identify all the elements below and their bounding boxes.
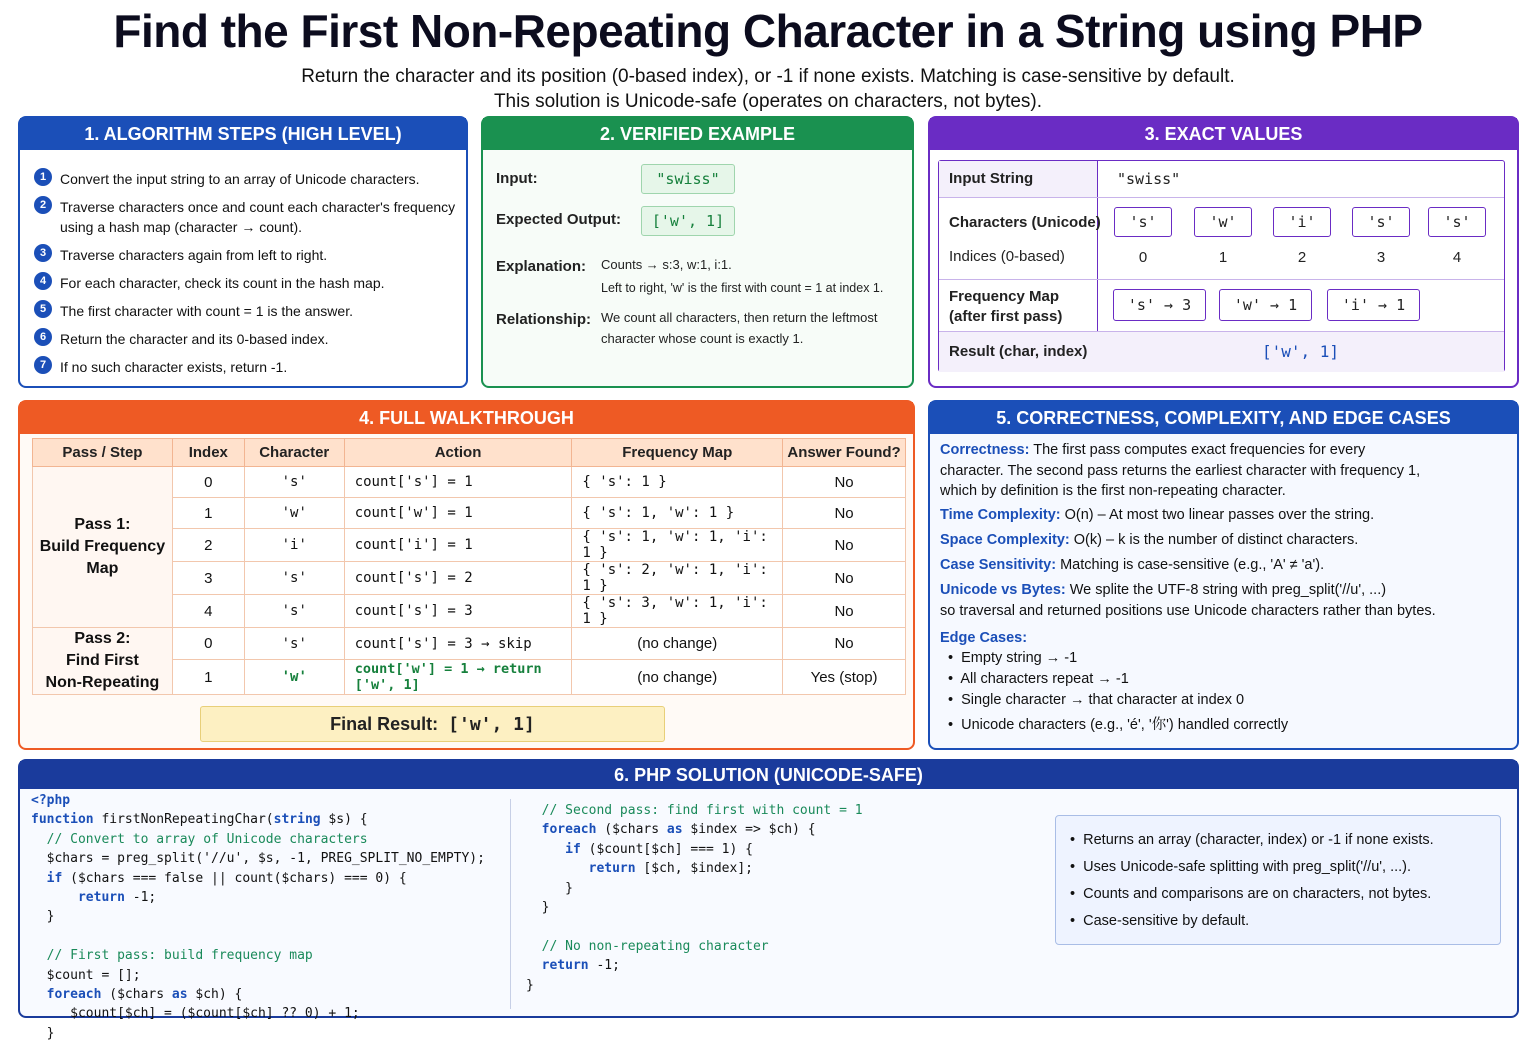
found-cell: No — [783, 498, 906, 529]
time-complexity-label: Time Complexity: — [940, 507, 1061, 523]
char-cell: 's' — [244, 628, 344, 660]
expected-output-label: Expected Output: — [496, 211, 622, 228]
characters-label: Characters (Unicode) — [949, 214, 1101, 231]
step-text: Return the character and its 0-based index. — [60, 331, 329, 347]
map-cell: (no change) — [572, 628, 783, 660]
grid-divider — [939, 279, 1504, 280]
index-cell: 2 — [1297, 249, 1307, 266]
walkthrough-table — [32, 438, 906, 695]
php-solution-heading: 6. PHP SOLUTION (UNICODE-SAFE) — [20, 761, 1517, 789]
note-item: • Returns an array (character, index) or -1 if none exists. — [1070, 832, 1434, 848]
step-number: 7 — [34, 356, 52, 374]
page-title: Find the First Non-Repeating Character in a String using PHP — [113, 5, 1423, 57]
expected-output-value: ['w', 1] — [641, 206, 735, 236]
edge-case-item: • Empty string → -1 — [948, 650, 1078, 666]
input-label: Input: — [496, 170, 538, 187]
action-cell: count['s'] = 2 — [344, 562, 572, 595]
php-solution-panel — [18, 759, 1519, 1041]
edge-case-item: • Unicode characters (e.g., 'é', '你') handled correctly — [948, 717, 1289, 733]
action-cell: count['s'] = 3 → skip — [344, 628, 572, 660]
relationship-line-1: We count all characters, then return the leftmost — [601, 310, 878, 325]
freq-map-entry: 's' → 3 — [1113, 289, 1206, 321]
case-sensitivity: Case Sensitivity: Matching is case-sensitive (e.g., 'A' ≠ 'a'). — [940, 557, 1325, 573]
column-header: Frequency Map — [572, 439, 783, 467]
table-row — [33, 628, 906, 660]
char-cell: 's' — [244, 467, 344, 498]
index-cell: 0 — [172, 467, 244, 498]
correctness-panel — [928, 400, 1519, 750]
found-cell: No — [783, 529, 906, 562]
verified-example-heading: 2. VERIFIED EXAMPLE — [483, 118, 912, 150]
table-header-row — [33, 439, 906, 467]
correctness-heading: 5. CORRECTNESS, COMPLEXITY, AND EDGE CASES — [930, 402, 1517, 434]
walkthrough-heading: 4. FULL WALKTHROUGH — [20, 402, 913, 434]
step-text: Convert the input string to an array of Unicode characters. — [60, 171, 420, 187]
unicode-vs-bytes: Unicode vs Bytes: We splite the UTF-8 string with preg_split('//u', ...) so traversal and returned positions use Unicode characters rather than bytes. — [940, 582, 1436, 619]
index-cell: 4 — [172, 595, 244, 628]
action-cell: count['w'] = 1 → return ['w', 1] — [344, 660, 572, 695]
found-cell: No — [783, 595, 906, 628]
relationship-label: Relationship: — [496, 311, 592, 328]
correctness-text: Correctness: The first pass computes exact frequencies for every character. The second pass returns the earliest character with frequency 1, which by definition is the first non-repeating character. — [940, 442, 1421, 499]
map-cell: { 's': 1, 'w': 1, 'i': 1 } — [572, 529, 783, 562]
correctness-label: Correctness: — [940, 442, 1030, 458]
pass-1-label: Pass 1: Build Frequency Map — [33, 467, 173, 628]
step-number: 3 — [34, 244, 52, 262]
index-cell: 2 — [172, 529, 244, 562]
freq-map-entry: 'i' → 1 — [1327, 289, 1420, 321]
explanation-line-2: Left to right, 'w' is the first with count = 1 at index 1. — [601, 281, 884, 295]
unicode-label: Unicode vs Bytes: — [940, 582, 1066, 598]
note-item: • Uses Unicode-safe splitting with preg_split('//u', ...). — [1070, 859, 1412, 875]
grid-divider — [939, 197, 1504, 198]
index-cell: 0 — [1138, 249, 1148, 266]
relationship-line-2: character whose count is exactly 1. — [601, 331, 804, 346]
map-cell: { 's': 1, 'w': 1 } — [572, 498, 783, 529]
action-cell: count['w'] = 1 — [344, 498, 572, 529]
index-cell: 1 — [172, 660, 244, 695]
edge-cases-heading — [940, 628, 1505, 649]
char-cell: 'w' — [244, 660, 344, 695]
algorithm-steps-heading: 1. ALGORITHM STEPS (HIGH LEVEL) — [20, 118, 466, 150]
indices-label: Indices (0-based) — [949, 248, 1065, 265]
column-header: Action — [344, 439, 572, 467]
result-value: ['w', 1] — [1261, 342, 1340, 361]
step-text: If no such character exists, return -1. — [60, 359, 288, 375]
column-header: Answer Found? — [783, 439, 906, 467]
step-text: Traverse characters again from left to right. — [60, 247, 328, 263]
index-cell: 1 — [1218, 249, 1228, 266]
final-result-value: ['w', 1] — [448, 714, 535, 735]
input-value: "swiss" — [641, 164, 735, 194]
index-cell: 4 — [1452, 249, 1462, 266]
explanation-label: Explanation: — [496, 258, 587, 275]
case-sensitivity-label: Case Sensitivity: — [940, 557, 1057, 573]
char-cell: 'w' — [244, 498, 344, 529]
algorithm-steps-panel — [18, 116, 468, 388]
step-number: 5 — [34, 300, 52, 318]
frequency-map-sublabel: (after first pass) — [949, 308, 1063, 325]
walkthrough-panel — [18, 400, 915, 750]
action-cell: count['i'] = 1 — [344, 529, 572, 562]
found-cell: Yes (stop) — [783, 660, 906, 695]
explanation-line-1: Counts → s:3, w:1, i:1. — [601, 257, 732, 272]
step-text: The first character with count = 1 is the answer. — [60, 303, 353, 319]
result-label: Result (char, index) — [949, 343, 1088, 360]
note-item: • Case-sensitive by default. — [1070, 913, 1250, 929]
frequency-map-label: Frequency Map — [949, 288, 1060, 305]
map-cell: { 's': 2, 'w': 1, 'i': 1 } — [572, 562, 783, 595]
char-cell: 'w' — [1194, 207, 1252, 237]
char-cell: 'i' — [1273, 207, 1331, 237]
edge-case-item: • All characters repeat → -1 — [948, 671, 1129, 687]
char-cell: 's' — [1114, 207, 1172, 237]
index-cell: 3 — [1376, 249, 1386, 266]
solution-notes — [1055, 815, 1501, 945]
time-complexity: Time Complexity: O(n) – At most two linear passes over the string. — [940, 507, 1375, 523]
final-result-label: Final Result: — [330, 714, 439, 734]
step-number: 1 — [34, 168, 52, 186]
exact-values-heading: 3. EXACT VALUES — [930, 118, 1517, 150]
edge-case-item: • Single character → that character at index 0 — [948, 692, 1245, 708]
found-cell: No — [783, 628, 906, 660]
action-cell: count['s'] = 3 — [344, 595, 572, 628]
space-complexity: Space Complexity: O(k) – k is the number of distinct characters. — [940, 532, 1359, 548]
step-text: Traverse characters once and count each character's frequency using a hash map (character → count). — [60, 199, 456, 235]
subtitle-line-1: Return the character and its position (0-based index), or -1 if none exists. Matching is case-sensitive by default. — [301, 66, 1235, 87]
char-cell: 's' — [244, 595, 344, 628]
action-cell: count['s'] = 1 — [344, 467, 572, 498]
input-string-value: "swiss" — [1117, 170, 1181, 188]
found-cell: No — [783, 562, 906, 595]
map-cell: (no change) — [572, 660, 783, 695]
column-header: Index — [172, 439, 244, 467]
exact-values-panel — [928, 116, 1519, 388]
step-number: 6 — [34, 328, 52, 346]
found-cell: No — [783, 467, 906, 498]
index-cell: 1 — [172, 498, 244, 529]
char-cell: 's' — [1428, 207, 1486, 237]
pass-2-label: Pass 2: Find First Non-Repeating — [33, 628, 173, 695]
column-header: Character — [244, 439, 344, 467]
index-cell: 0 — [172, 628, 244, 660]
code-divider — [510, 799, 511, 1009]
char-cell: 's' — [1352, 207, 1410, 237]
map-cell: { 's': 1 } — [572, 467, 783, 498]
final-result — [200, 706, 665, 742]
step-text: For each character, check its count in the hash map. — [60, 275, 385, 291]
index-cell: 3 — [172, 562, 244, 595]
exact-values-grid — [938, 160, 1505, 372]
char-cell: 's' — [244, 562, 344, 595]
subtitle-line-2: This solution is Unicode-safe (operates on characters, not bytes). — [493, 91, 1043, 112]
step-number: 2 — [34, 196, 52, 214]
verified-example-panel — [481, 116, 914, 388]
step-number: 4 — [34, 272, 52, 290]
edge-cases-label: Edge Cases: — [940, 630, 1028, 646]
space-complexity-label: Space Complexity: — [940, 532, 1070, 548]
code-block-right: // Second pass: find first with count = 1 foreach ($chars as $index => $ch) { if ($count[$ch] === 1) { return [$ch, $index]; } } // No non-repeating character return -1; } — [526, 803, 863, 993]
map-cell: { 's': 3, 'w': 1, 'i': 1 } — [572, 595, 783, 628]
freq-map-entry: 'w' → 1 — [1219, 289, 1312, 321]
table-row — [33, 467, 906, 498]
note-item: • Counts and comparisons are on characters, not bytes. — [1070, 886, 1432, 902]
column-header: Pass / Step — [33, 439, 173, 467]
input-string-label: Input String — [949, 170, 1034, 187]
code-block-left: <?php function firstNonRepeatingChar(string $s) { // Convert to array of Unicode characters $chars = preg_split('//u', $s, -1, PREG_SPLIT_NO_EMPTY); if ($chars === false || count($chars) === 0) { return -1; } // First pass: build frequency map $count = []; foreach ($chars as $ch) { $count[$ch] = ($count[$ch] ?? 0) + 1; } — [31, 793, 485, 1041]
char-cell: 'i' — [244, 529, 344, 562]
